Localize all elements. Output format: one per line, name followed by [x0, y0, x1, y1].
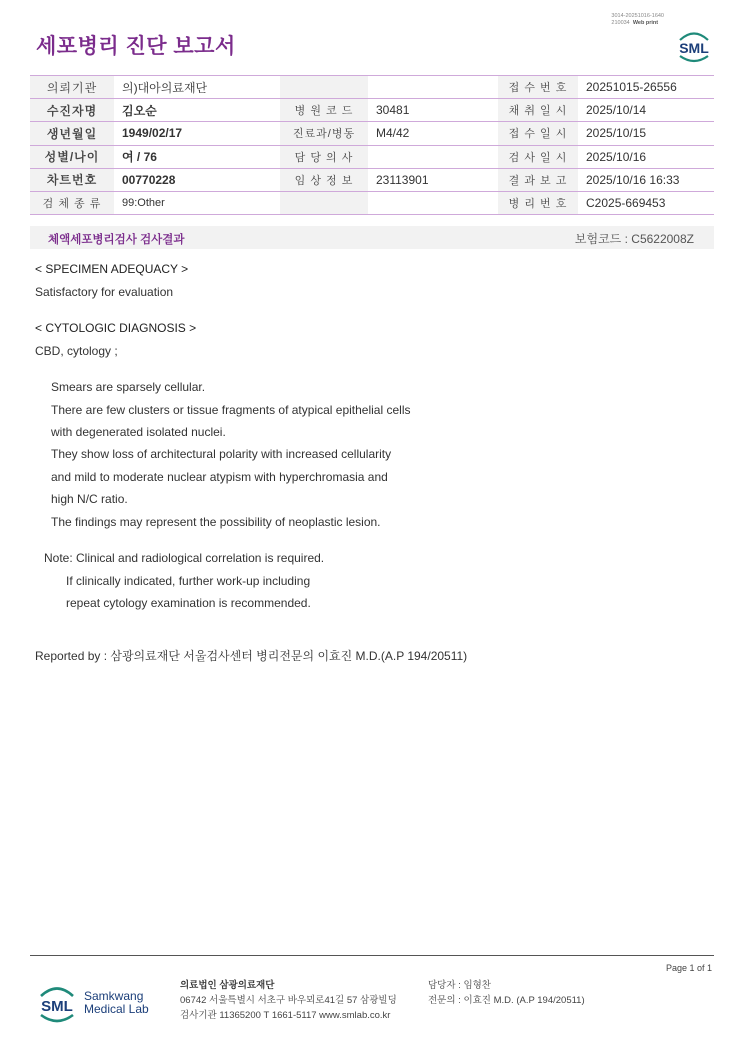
chart-number: 00770228 [114, 168, 280, 191]
label-requesting-institution: 의뢰기관 [30, 76, 114, 99]
finding-line: Smears are sparsely cellular. [51, 380, 206, 394]
finding-line: with degenerated isolated nuclei. [51, 425, 226, 439]
diagnosis-heading: < CYTOLOGIC DIAGNOSIS > [35, 321, 197, 335]
label-test-date: 검 사 일 시 [498, 145, 578, 168]
print-stamp: 3014-20251016-1640 210034 Web print [611, 13, 664, 26]
reported-by: Reported by : 삼광의료재단 서울검사센터 병리전문의 이효진 M.D.(A.P 194/20511) [35, 649, 468, 663]
info-row [30, 122, 714, 145]
org-address: 06742 서울특별시 서초구 바우뫼로41길 57 삼광빌딩 [180, 995, 397, 1006]
attending-doctor [368, 145, 498, 168]
finding-line: They show loss of architectural polarity with increased cellularity [51, 447, 392, 461]
department-ward: M4/42 [368, 122, 498, 145]
adequacy-heading: < SPECIMEN ADEQUACY > [35, 262, 189, 276]
label-received-date: 접 수 일 시 [498, 122, 578, 145]
footer-org-info [180, 978, 397, 1023]
diagnosis-text: CBD, cytology ; [35, 344, 118, 358]
info-row [30, 99, 714, 122]
test-date: 2025/10/16 [578, 145, 714, 168]
insurance-code: 보험코드 : C5622008Z [574, 232, 694, 246]
label-department-ward: 진료과/병동 [280, 122, 368, 145]
label-accession-number: 접 수 번 호 [498, 76, 578, 99]
birth-date: 1949/02/17 [114, 122, 280, 145]
received-date: 2025/10/15 [578, 122, 714, 145]
label-chart-number: 차트번호 [30, 168, 114, 191]
specialist-label: 전문의 : [428, 995, 461, 1006]
svg-text:SML: SML [41, 998, 73, 1015]
label-birth-date: 생년월일 [30, 122, 114, 145]
label-sex-age: 성별/나이 [30, 145, 114, 168]
manager-name: 임형찬 [463, 980, 491, 991]
sex-age: 여 / 76 [114, 145, 280, 168]
label-clinical-info: 임 상 정 보 [280, 168, 368, 191]
adequacy-text: Satisfactory for evaluation [35, 285, 174, 299]
svg-text:SML: SML [679, 40, 709, 56]
info-row [30, 145, 714, 168]
finding-line: and mild to moderate nuclear atypism with hyperchromasia and [51, 470, 388, 484]
footer-logo-text: Samkwang Medical Lab [84, 989, 149, 1016]
clinical-info: 23113901 [368, 168, 498, 191]
label-patient-name: 수진자명 [30, 99, 114, 122]
page-number: Page 1 of 1 [665, 963, 712, 973]
finding-line: The findings may represent the possibility of neoplastic lesion. [51, 515, 381, 529]
manager-label: 담당자 : [428, 980, 461, 991]
label-specimen-type: 검 체 종 류 [30, 191, 114, 214]
requesting-institution: 의)대아의료재단 [114, 76, 280, 99]
org-name: 의료법인 삼광의료재단 [180, 980, 275, 991]
result-section-title: 체액세포병리검사 검사결과 [48, 234, 185, 246]
label-collection-date: 채 취 일 시 [498, 99, 578, 122]
specialist-name: 이효진 M.D. (A.P 194/20511) [463, 995, 585, 1006]
footer-staff-info [428, 978, 585, 1008]
sml-logo-footer [36, 980, 78, 1031]
collection-date: 2025/10/14 [578, 99, 714, 122]
report-date: 2025/10/16 16:33 [578, 168, 714, 191]
note-line: repeat cytology examination is recommended. [66, 596, 311, 610]
label-report-date: 결 과 보 고 [498, 168, 578, 191]
specimen-type: 99:Other [114, 191, 280, 214]
label-attending-doctor: 담 당 의 사 [280, 145, 368, 168]
footer-divider [30, 955, 714, 956]
note-line: Note: Clinical and radiological correlation is required. [44, 551, 325, 565]
note-line: If clinically indicated, further work-up including [66, 574, 311, 588]
patient-name: 김오순 [114, 99, 280, 122]
patient-info-table [30, 75, 714, 215]
finding-line: There are few clusters or tissue fragments of atypical epithelial cells [51, 403, 411, 417]
label-pathology-number: 병 리 번 호 [498, 191, 578, 214]
sml-logo-top [674, 26, 714, 69]
info-row [30, 168, 714, 191]
info-row [30, 191, 714, 214]
org-contact: 검사기관 11365200 T 1661-5117 www.smlab.co.kr [180, 1010, 391, 1021]
finding-line: high N/C ratio. [51, 492, 128, 506]
pathology-number: C2025-669453 [578, 191, 714, 214]
report-title: 세포병리 진단 보고서 [36, 35, 236, 58]
label-hospital-code: 병 원 코 드 [280, 99, 368, 122]
hospital-code: 30481 [368, 99, 498, 122]
accession-number: 20251015-26556 [578, 76, 714, 99]
info-row [30, 76, 714, 99]
